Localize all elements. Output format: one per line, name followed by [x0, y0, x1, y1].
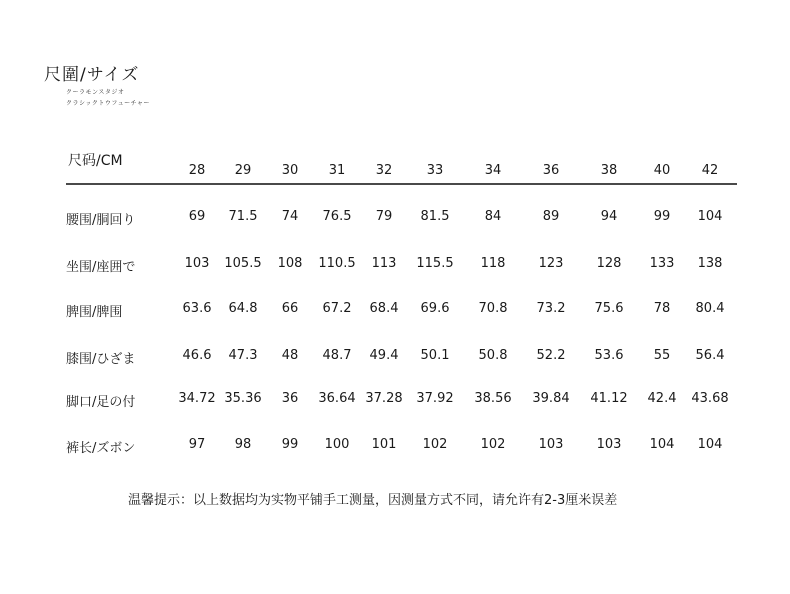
measurement-cell: 74	[281, 209, 299, 224]
measurement-cell: 34.72	[178, 391, 216, 406]
row-label: 脚口/足の付	[66, 395, 136, 410]
measurement-cell: 133	[649, 256, 675, 271]
measurement-cell: 103	[538, 437, 564, 452]
measurement-cell: 89	[542, 209, 560, 224]
measurement-cell: 63.6	[182, 301, 212, 316]
measurement-cell: 48	[281, 348, 299, 363]
measurement-cell: 75.6	[594, 301, 624, 316]
measurement-cell: 67.2	[322, 301, 352, 316]
measurement-cell: 38.56	[474, 391, 512, 406]
size-header-cell: 31	[328, 163, 346, 178]
row-label: 裤长/ズボン	[66, 441, 136, 456]
measurement-cell: 103	[184, 256, 210, 271]
measurement-cell: 39.84	[532, 391, 570, 406]
measurement-cell: 105.5	[224, 256, 262, 271]
measurement-cell: 69	[188, 209, 206, 224]
size-header-cell: 36	[542, 163, 560, 178]
measurement-cell: 49.4	[369, 348, 399, 363]
size-header-cell: 38	[600, 163, 618, 178]
size-header-cell: 28	[188, 163, 206, 178]
measurement-cell: 100	[324, 437, 350, 452]
measurement-cell: 64.8	[228, 301, 258, 316]
measurement-cell: 79	[375, 209, 393, 224]
size-header-cell: 34	[484, 163, 502, 178]
measurement-cell: 71.5	[228, 209, 258, 224]
measurement-cell: 80.4	[695, 301, 725, 316]
measurement-cell: 123	[538, 256, 564, 271]
measurement-cell: 52.2	[536, 348, 566, 363]
size-header-cell: 40	[653, 163, 671, 178]
measurement-cell: 50.8	[478, 348, 508, 363]
measurement-cell: 78	[653, 301, 671, 316]
measurement-cell: 84	[484, 209, 502, 224]
measurement-cell: 94	[600, 209, 618, 224]
measurement-cell: 47.3	[228, 348, 258, 363]
measurement-cell: 73.2	[536, 301, 566, 316]
measurement-cell: 46.6	[182, 348, 212, 363]
size-header-cell: 30	[281, 163, 299, 178]
measurement-cell: 55	[653, 348, 671, 363]
measurement-cell: 42.4	[647, 391, 677, 406]
measurement-cell: 113	[371, 256, 397, 271]
size-column-header: 尺码/CM	[68, 153, 123, 169]
row-label: 腰围/胴回り	[66, 213, 136, 228]
measurement-cell: 138	[697, 256, 723, 271]
measurement-cell: 53.6	[594, 348, 624, 363]
measurement-cell: 118	[480, 256, 506, 271]
size-header-cell: 33	[426, 163, 444, 178]
measurement-cell: 56.4	[695, 348, 725, 363]
measurement-cell: 102	[480, 437, 506, 452]
measurement-cell: 36	[281, 391, 299, 406]
measurement-cell: 36.64	[318, 391, 356, 406]
title-subtext-2: クラシックトウフューチャー	[66, 100, 150, 107]
measurement-cell: 43.68	[691, 391, 729, 406]
measurement-cell: 110.5	[318, 256, 356, 271]
measurement-cell: 102	[422, 437, 448, 452]
measurement-cell: 98	[234, 437, 252, 452]
row-label: 脾围/脾围	[66, 305, 123, 320]
measurement-cell: 108	[277, 256, 303, 271]
measurement-cell: 101	[371, 437, 397, 452]
size-header-cell: 32	[375, 163, 393, 178]
size-chart-title: 尺圍/サイズ	[44, 65, 140, 85]
measurement-cell: 104	[649, 437, 675, 452]
measurement-cell: 69.6	[420, 301, 450, 316]
measurement-cell: 97	[188, 437, 206, 452]
measurement-cell: 103	[596, 437, 622, 452]
measurement-cell: 70.8	[478, 301, 508, 316]
measurement-cell: 37.28	[365, 391, 403, 406]
measurement-cell: 115.5	[416, 256, 454, 271]
measurement-cell: 76.5	[322, 209, 352, 224]
measurement-cell: 37.92	[416, 391, 454, 406]
size-header-cell: 42	[701, 163, 719, 178]
measurement-cell: 104	[697, 209, 723, 224]
measurement-cell: 128	[596, 256, 622, 271]
measurement-cell: 68.4	[369, 301, 399, 316]
measurement-cell: 99	[653, 209, 671, 224]
measurement-note: 温馨提示：以上数据均为实物平铺手工测量，因测量方式不同，请允许有2-3厘米误差	[128, 493, 618, 508]
row-label: 膝围/ひざま	[66, 352, 136, 367]
measurement-cell: 48.7	[322, 348, 352, 363]
title-subtext-1: クーラモンスタジオ	[66, 89, 125, 96]
measurement-cell: 41.12	[590, 391, 628, 406]
measurement-cell: 99	[281, 437, 299, 452]
measurement-cell: 104	[697, 437, 723, 452]
row-label: 坐围/座囲で	[66, 260, 136, 275]
measurement-cell: 50.1	[420, 348, 450, 363]
measurement-cell: 66	[281, 301, 299, 316]
header-divider	[66, 183, 737, 185]
measurement-cell: 35.36	[224, 391, 262, 406]
measurement-cell: 81.5	[420, 209, 450, 224]
size-header-cell: 29	[234, 163, 252, 178]
